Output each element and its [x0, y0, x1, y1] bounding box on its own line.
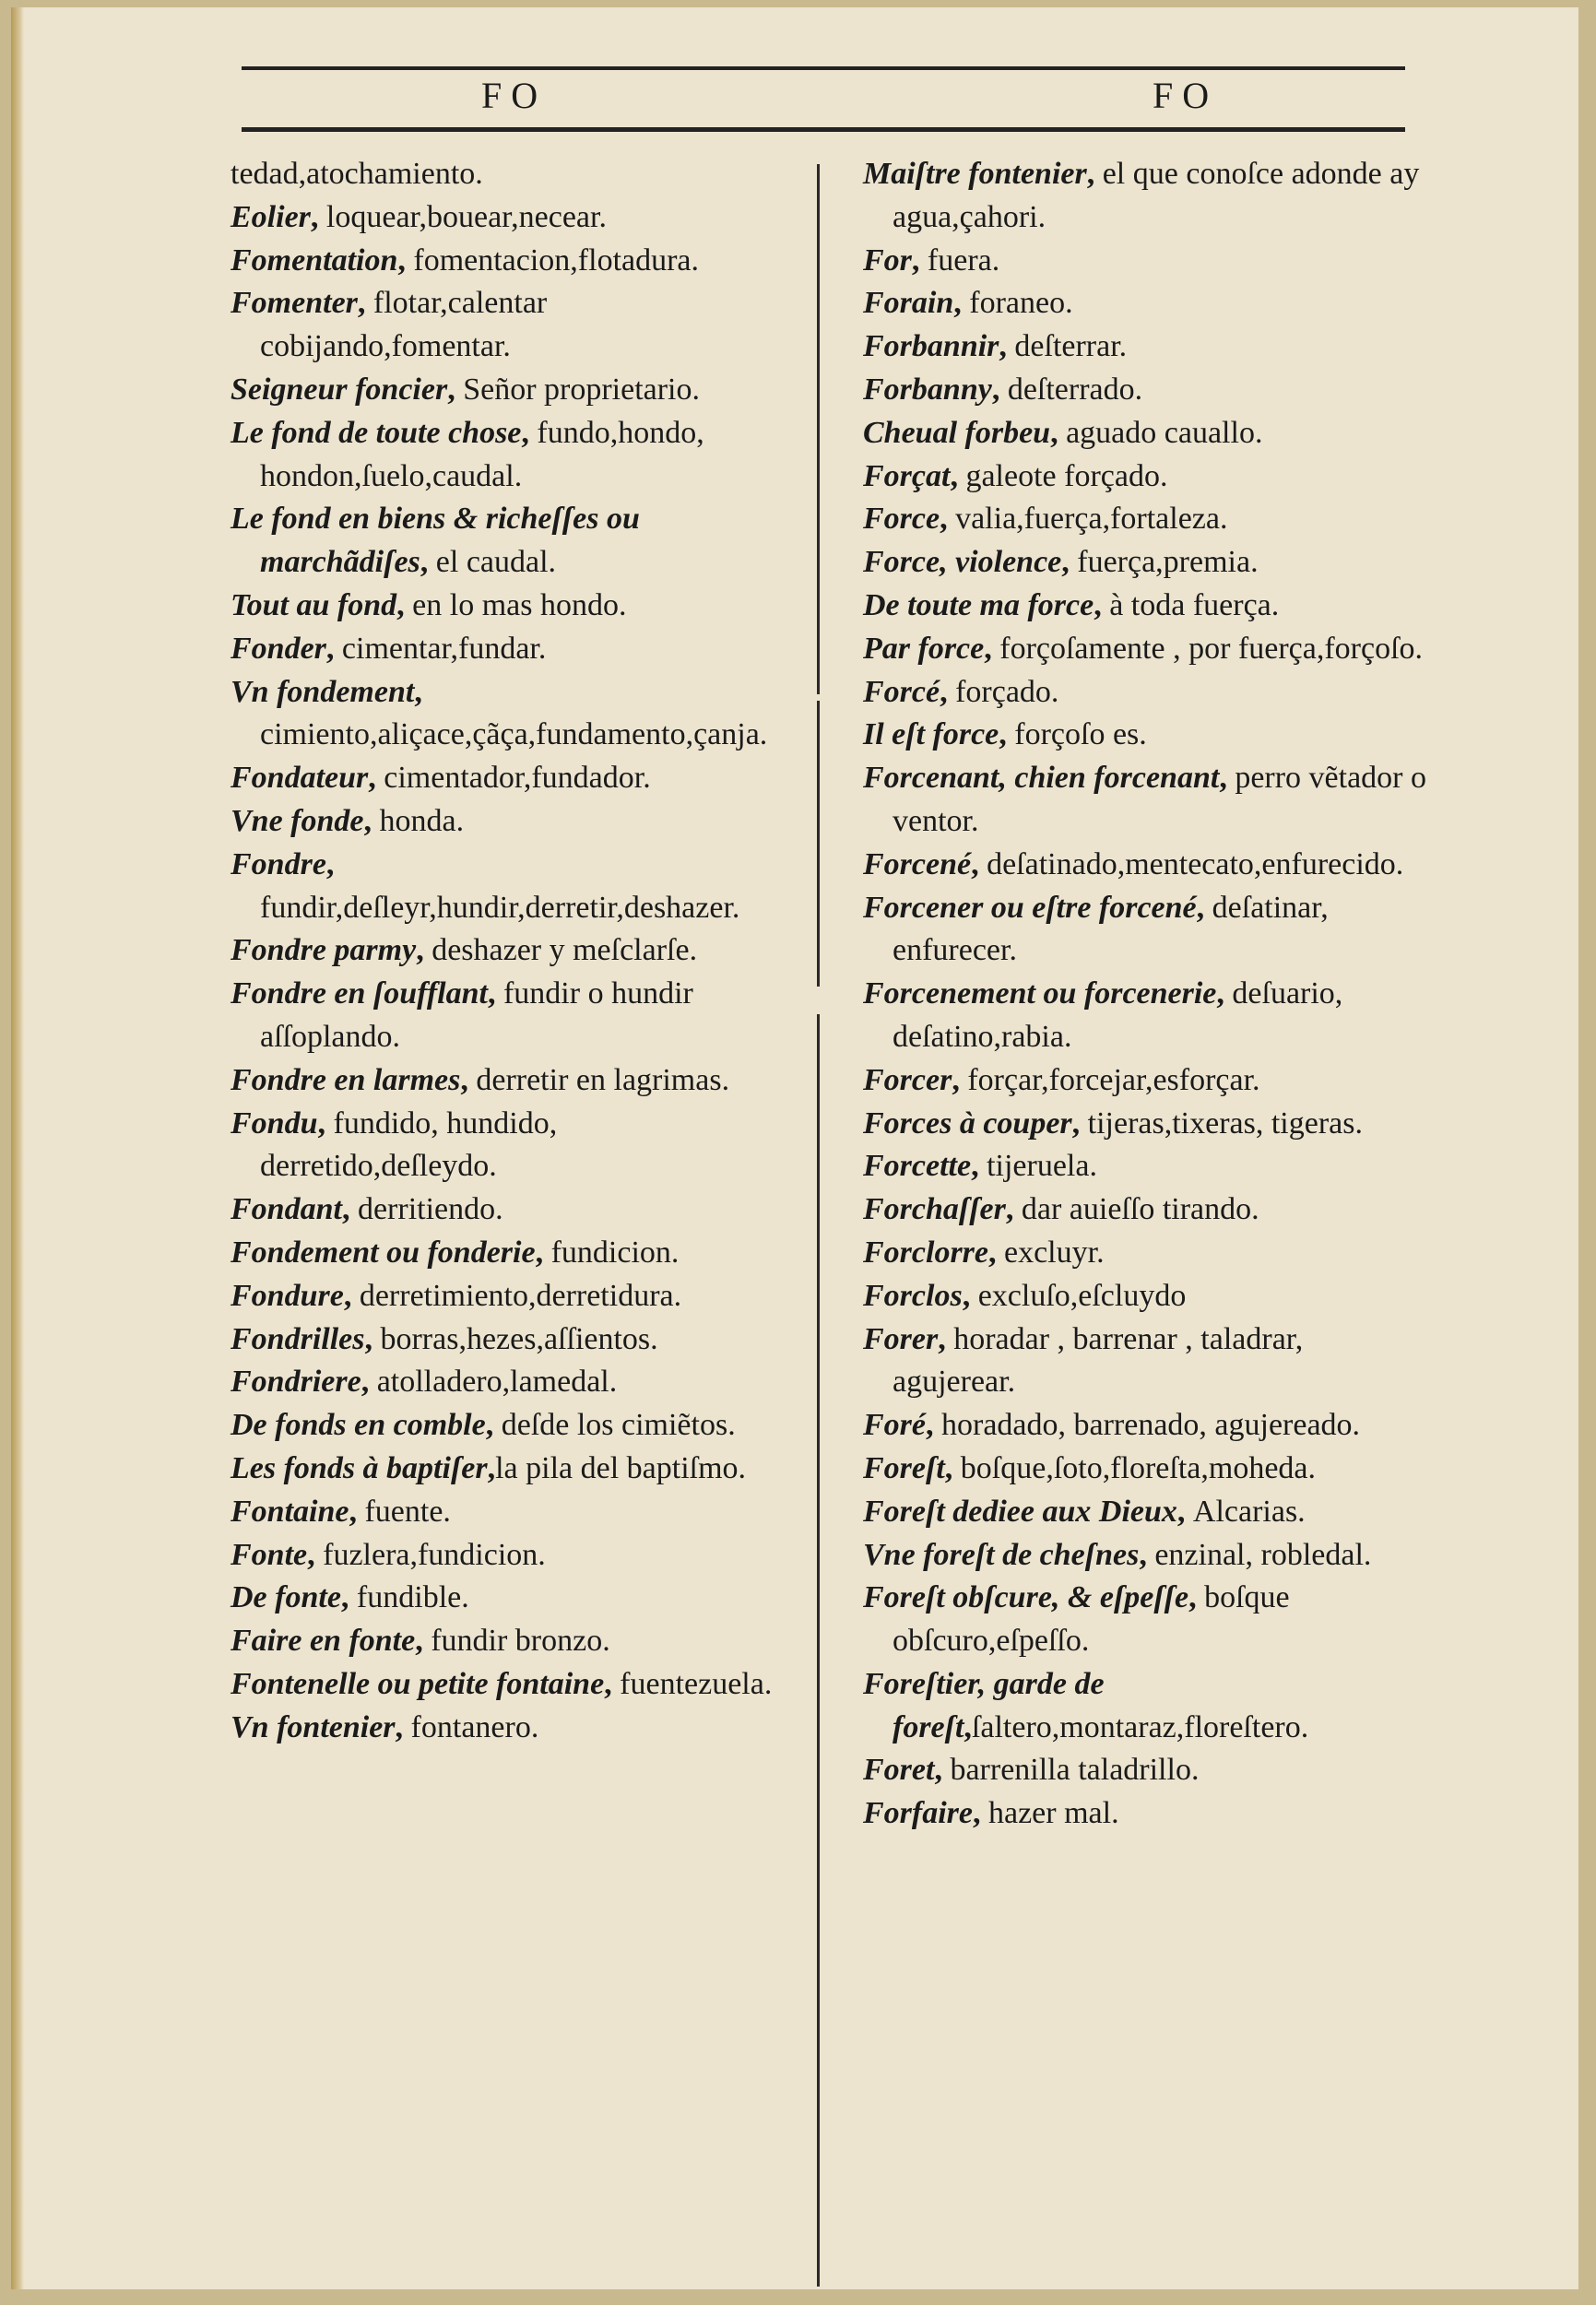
headword: Fondriere — [231, 1365, 361, 1400]
headword: De toute ma force — [863, 587, 1094, 622]
separator: , — [361, 1365, 377, 1400]
headword: De fonds en comble — [231, 1408, 486, 1443]
header-rule-top — [242, 66, 1405, 70]
separator: , — [420, 545, 436, 580]
dictionary-entry — [863, 1577, 1433, 1663]
dictionary-entry — [231, 585, 800, 628]
running-head-right: FO — [1153, 75, 1219, 116]
headword: De fonte — [231, 1580, 341, 1615]
headword: Fondement ou fonderie — [231, 1235, 536, 1270]
header-rule-bottom — [242, 127, 1405, 132]
dictionary-entry — [231, 929, 800, 973]
separator: , — [325, 631, 342, 666]
headword: Par force — [863, 631, 985, 666]
separator: , — [1086, 157, 1103, 191]
definition: fundo,hondo, hondon,ſuelo,caudal. — [260, 415, 704, 493]
separator: , — [460, 1062, 477, 1097]
dictionary-entry — [231, 1318, 800, 1362]
headword: Forchaſſer — [863, 1192, 1006, 1227]
separator: , — [340, 1580, 357, 1615]
headword: Les fonds à baptiſer — [231, 1450, 488, 1485]
separator: , — [1094, 587, 1110, 622]
headword: Foreſt obſcure, & eſpeſſe — [863, 1580, 1189, 1615]
definition: fundir o hundir aſſoplando. — [260, 976, 693, 1054]
dictionary-entry — [231, 628, 800, 671]
dictionary-entry — [863, 844, 1433, 887]
headword: Foré — [863, 1408, 926, 1443]
definition: deſuario, deſatino,rabia. — [893, 976, 1343, 1054]
headword: Fontenelle ou petite fontaine — [231, 1666, 605, 1701]
separator: , — [485, 1408, 502, 1443]
definition: Alcarias. — [1192, 1494, 1306, 1529]
separator: , — [1050, 415, 1067, 450]
headword: Forcener ou eſtre forcené — [863, 890, 1197, 925]
headword: Force — [863, 502, 940, 537]
definition: flotar,calentar cobijando,fomentar. — [260, 286, 548, 364]
headword: Fontaine — [231, 1494, 349, 1529]
dictionary-entry — [863, 1749, 1433, 1792]
headword: Foreſtier, garde de foreſt — [863, 1666, 1105, 1744]
definition: tijeras,tixeras, tigeras. — [1087, 1105, 1363, 1141]
dictionary-entry — [231, 240, 800, 283]
headword: Forcé — [863, 674, 940, 709]
definition: fundido, hundido, derretido,deſleydo. — [260, 1105, 558, 1184]
definition: cimentador,fundador. — [384, 761, 651, 796]
definition: fuzlera,fundicion. — [323, 1537, 546, 1572]
dictionary-entry — [863, 1534, 1433, 1578]
separator: , — [363, 803, 380, 838]
headword: Forcené — [863, 846, 972, 881]
definition: deſde los cimiẽtos. — [501, 1408, 736, 1443]
definition: fuerça,premia. — [1077, 545, 1259, 580]
headword: Eolier — [231, 199, 311, 234]
separator: , — [397, 242, 414, 278]
definition: ſaltero,montaraz,floreſtero. — [971, 1709, 1309, 1744]
separator: , — [988, 1235, 1004, 1270]
separator: , — [1071, 1105, 1088, 1141]
definition: forçar,forcejar,esforçar. — [967, 1062, 1260, 1097]
headword: Fondre parmy — [231, 933, 417, 968]
definition: cimiento,aliçace,çãça,fundamento,çanja. — [260, 717, 768, 752]
headword: Faire en fonte — [231, 1624, 416, 1659]
definition: excluſo,eſcluydo — [977, 1278, 1187, 1313]
separator: , — [1219, 761, 1235, 796]
definition: enzinal, robledal. — [1154, 1537, 1372, 1572]
separator: , — [341, 1192, 358, 1227]
separator: , — [364, 1321, 381, 1356]
definition: cimentar,fundar. — [341, 631, 547, 666]
dictionary-entry — [863, 585, 1433, 628]
definition: el que conoſce adonde ay agua,çahori. — [893, 157, 1420, 234]
dictionary-entry — [231, 1491, 800, 1534]
dictionary-entry — [863, 1145, 1433, 1188]
headword: Foret — [863, 1753, 935, 1788]
dictionary-entry — [863, 1448, 1433, 1491]
dictionary-entry — [231, 844, 800, 930]
headword: Vne foreſt de cheſnes — [863, 1537, 1140, 1572]
dictionary-entry — [863, 1059, 1433, 1103]
headword: Vn fontenier — [231, 1709, 396, 1744]
headword: Le fond en biens & richeſſes ou marchãdiſes — [231, 502, 640, 580]
headword: Forçat — [863, 458, 951, 493]
dictionary-entry — [863, 240, 1433, 283]
dictionary-entry — [231, 1232, 800, 1275]
separator: , — [953, 286, 970, 321]
definition: valia,fuerça,fortaleza. — [955, 502, 1228, 537]
dictionary-entry — [231, 800, 800, 844]
headword: Tout au fond — [231, 587, 397, 622]
definition: honda. — [379, 803, 465, 838]
definition: en lo mas hondo. — [412, 587, 627, 622]
separator: , — [950, 458, 966, 493]
definition: deſatinar, enfurecer. — [893, 890, 1329, 968]
headword: Forbannir — [863, 329, 999, 364]
headword: Forbanny — [863, 372, 992, 407]
definition: deſterrar. — [1014, 329, 1128, 364]
dictionary-entry — [231, 1707, 800, 1750]
separator: , — [971, 1149, 987, 1184]
dictionary-entry — [863, 1404, 1433, 1448]
separator: , — [973, 1796, 988, 1831]
separator: , — [962, 1278, 978, 1313]
definition: Señor proprietario. — [463, 372, 700, 407]
headword: Forcenement ou forcenerie — [863, 976, 1217, 1011]
headword: Maiſtre fontenier — [863, 157, 1087, 191]
dictionary-entry — [863, 973, 1433, 1059]
column-rule — [817, 1014, 820, 2287]
definition: la pila del baptiſmo. — [495, 1450, 747, 1485]
dictionary-entry — [231, 1534, 800, 1578]
separator: , — [357, 286, 373, 321]
separator: , — [521, 415, 538, 450]
separator: , — [926, 1408, 941, 1443]
dictionary-entry — [231, 757, 800, 800]
definition: boſque,ſoto,floreſta,moheda. — [960, 1450, 1317, 1485]
definition: derretir en lagrimas. — [476, 1062, 730, 1097]
separator: , — [1139, 1537, 1155, 1572]
separator: , — [1061, 545, 1078, 580]
separator: , — [934, 1753, 951, 1788]
dictionary-entry — [231, 1103, 800, 1189]
definition: fundir,deſleyr,hundir,derretir,deshazer. — [260, 890, 740, 925]
separator: , — [952, 1062, 968, 1097]
headword: Fondure — [231, 1278, 344, 1313]
headword: Force, violence — [863, 545, 1062, 580]
separator: , — [447, 372, 464, 407]
headword: Fomentation — [231, 242, 398, 278]
headword: Il eſt force — [863, 717, 999, 752]
headword: Forain — [863, 286, 954, 321]
separator: , — [325, 846, 335, 881]
dictionary-entry — [863, 1318, 1433, 1405]
headword: Forcenant, chien forcenant — [863, 761, 1220, 796]
headword: Forclorre — [863, 1235, 988, 1270]
dictionary-entry — [231, 973, 800, 1059]
dictionary-entry — [231, 1620, 800, 1663]
dictionary-entry — [231, 153, 800, 196]
dictionary-entry — [231, 1188, 800, 1232]
separator: , — [999, 329, 1015, 364]
separator: , — [971, 846, 987, 881]
separator: , — [307, 1537, 324, 1572]
definition: el caudal. — [435, 545, 557, 580]
dictionary-entry — [231, 1404, 800, 1448]
definition: fuera. — [927, 242, 1000, 278]
separator: , — [343, 1278, 360, 1313]
definition: fundicion. — [550, 1235, 680, 1270]
definition: horadado, barrenado, agujereado. — [941, 1408, 1361, 1443]
dictionary-entry — [231, 1663, 800, 1707]
definition: deſatinado,mentecato,enfurecido. — [987, 846, 1404, 881]
dictionary-entry — [863, 282, 1433, 325]
headword: Fondrilles — [231, 1321, 365, 1356]
dictionary-entry — [863, 1275, 1433, 1318]
definition: boſque obſcuro,eſpeſſo. — [893, 1580, 1290, 1659]
definition: tijeruela. — [987, 1149, 1097, 1184]
separator: , — [487, 1450, 496, 1485]
separator: , — [415, 1624, 432, 1659]
dictionary-entry — [231, 1361, 800, 1404]
dictionary-entry — [231, 671, 800, 758]
dictionary-entry — [863, 1792, 1433, 1836]
headword: For — [863, 242, 912, 278]
headword: Forclos — [863, 1278, 963, 1313]
separator: , — [310, 199, 326, 234]
separator: , — [416, 933, 432, 968]
headword: Seigneur foncier — [231, 372, 448, 407]
separator: , — [487, 976, 503, 1011]
separator: , — [604, 1666, 621, 1701]
headword: Fondateur — [231, 761, 369, 796]
running-head-left: FO — [481, 75, 548, 116]
separator: , — [368, 761, 384, 796]
separator: , — [911, 242, 928, 278]
definition: forçado. — [955, 674, 1059, 709]
definition: hazer mal. — [988, 1796, 1119, 1831]
page-edge — [11, 7, 24, 2289]
headword: Fondre en larmes — [231, 1062, 461, 1097]
headword: Foreſt dediee aux Dieux — [863, 1494, 1177, 1529]
column-rule — [817, 164, 820, 694]
headword: Forcer — [863, 1062, 952, 1097]
definition: deſterrado. — [1007, 372, 1143, 407]
definition: forçoſo es. — [1014, 717, 1147, 752]
headword: Fonder — [231, 631, 326, 666]
dictionary-entry — [863, 714, 1433, 757]
headword: Forcette — [863, 1149, 972, 1184]
separator: , — [940, 502, 956, 537]
dictionary-entry — [863, 757, 1433, 844]
dictionary-entry — [863, 671, 1433, 715]
separator: , — [1005, 1192, 1022, 1227]
separator: , — [414, 674, 422, 709]
separator: , — [396, 587, 413, 622]
definition: galeote forçado. — [965, 458, 1168, 493]
headword: Vn fondement — [231, 674, 415, 709]
separator: , — [944, 1450, 961, 1485]
headword: Fonte — [231, 1537, 308, 1572]
separator: , — [991, 372, 1008, 407]
separator: , — [999, 717, 1015, 752]
headword: Forfaire — [863, 1796, 973, 1831]
headword: Le fond de toute chose — [231, 415, 522, 450]
definition: excluyr. — [1004, 1235, 1105, 1270]
headword: Vne fonde — [231, 803, 364, 838]
separator: , — [535, 1235, 551, 1270]
dictionary-entry — [231, 1059, 800, 1103]
dictionary-entry — [863, 887, 1433, 974]
headword: Fondre — [231, 846, 326, 881]
definition: borras,hezes,aſſientos. — [380, 1321, 658, 1356]
definition: tedad,atochamiento. — [231, 157, 483, 191]
dictionary-entry — [863, 455, 1433, 499]
definition: loquear,bouear,necear. — [325, 199, 607, 234]
dictionary-entry — [231, 412, 800, 499]
headword: Fondre en ſoufflant — [231, 976, 488, 1011]
separator: , — [395, 1709, 411, 1744]
definition: à toda fuerça. — [1109, 587, 1280, 622]
headword: Cheual forbeu — [863, 415, 1051, 450]
definition: perro vẽtador o ventor. — [893, 761, 1426, 838]
separator: , — [1176, 1494, 1193, 1529]
right-column — [863, 153, 1433, 1836]
dictionary-entry — [231, 282, 800, 369]
dictionary-entry — [863, 498, 1433, 541]
headword: Forces à couper — [863, 1105, 1072, 1141]
definition: fuente. — [364, 1494, 451, 1529]
headword: Fomenter — [231, 286, 358, 321]
dictionary-entry — [863, 1491, 1433, 1534]
definition: barrenilla taladrillo. — [950, 1753, 1200, 1788]
left-column — [231, 153, 800, 1749]
definition: fomentacion,flotadura. — [413, 242, 700, 278]
dictionary-entry — [863, 369, 1433, 412]
dictionary-entry — [863, 1188, 1433, 1232]
dictionary-entry — [231, 1448, 800, 1491]
definition: atolladero,lamedal. — [376, 1365, 618, 1400]
dictionary-entry — [863, 628, 1433, 671]
definition: fontanero. — [410, 1709, 539, 1744]
headword: Foreſt — [863, 1450, 945, 1485]
dictionary-entry — [231, 1577, 800, 1620]
dictionary-entry — [863, 541, 1433, 585]
separator: , — [1188, 1580, 1205, 1615]
dictionary-entry — [863, 1663, 1433, 1750]
definition: derritiendo. — [357, 1192, 503, 1227]
definition: dar auieſſo tirando. — [1021, 1192, 1259, 1227]
dictionary-entry — [231, 1275, 800, 1318]
dictionary-entry — [231, 196, 800, 240]
dictionary-entry — [863, 1103, 1433, 1146]
separator: , — [964, 1709, 972, 1744]
dictionary-entry — [863, 325, 1433, 369]
headword: Fondu — [231, 1105, 318, 1141]
definition: foraneo. — [969, 286, 1073, 321]
definition: horadar , barrenar , taladrar, agujerear. — [893, 1321, 1304, 1400]
separator: , — [938, 1321, 954, 1356]
definition: derretimiento,derretidura. — [359, 1278, 682, 1313]
definition: aguado cauallo. — [1066, 415, 1263, 450]
separator: , — [984, 631, 1000, 666]
definition: fundir bronzo. — [431, 1624, 610, 1659]
definition: forçoſamente , por fuerça,forçoſo. — [999, 631, 1424, 666]
separator: , — [317, 1105, 334, 1141]
dictionary-entry — [231, 369, 800, 412]
definition: fundible. — [356, 1580, 469, 1615]
separator: , — [1216, 976, 1233, 1011]
dictionary-entry — [863, 412, 1433, 455]
headword: Forer — [863, 1321, 939, 1356]
dictionary-entry — [231, 498, 800, 585]
definition: fuentezuela. — [620, 1666, 773, 1701]
separator: , — [940, 674, 956, 709]
separator: , — [349, 1494, 365, 1529]
dictionary-entry — [863, 1232, 1433, 1275]
separator: , — [1196, 890, 1212, 925]
column-rule — [817, 701, 820, 987]
definition: deshazer y meſclarſe. — [432, 933, 698, 968]
headword: Fondant — [231, 1192, 342, 1227]
dictionary-entry — [863, 153, 1433, 240]
